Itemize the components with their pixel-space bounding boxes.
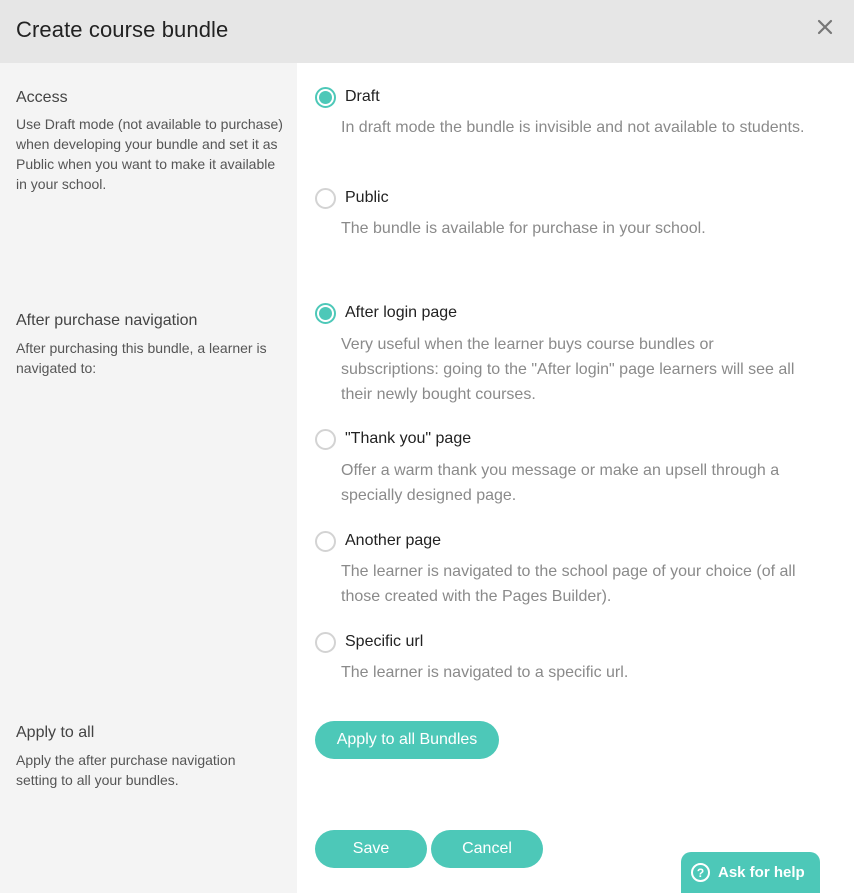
option-thank-you-label[interactable]: "Thank you" page bbox=[345, 430, 472, 447]
apply-all-section-description: Apply the after purchase navigation setting to all your bundles. bbox=[16, 752, 236, 788]
option-public-description: The bundle is available for purchase in your school. bbox=[341, 220, 706, 237]
cancel-button[interactable]: Cancel bbox=[431, 830, 543, 868]
modal-title: Create course bundle bbox=[16, 17, 229, 42]
apply-all-section-title: Apply to all bbox=[16, 724, 95, 741]
radio-public[interactable] bbox=[315, 188, 336, 209]
navigation-section-title: After purchase navigation bbox=[16, 312, 198, 329]
radio-specific-url[interactable] bbox=[315, 632, 336, 653]
option-public-label[interactable]: Public bbox=[345, 189, 389, 206]
option-specific-url-description: The learner is navigated to a specific url. bbox=[341, 664, 629, 681]
option-draft-label[interactable]: Draft bbox=[345, 88, 380, 105]
option-after-login-label[interactable]: After login page bbox=[345, 304, 458, 321]
apply-to-all-bundles-button[interactable]: Apply to all Bundles bbox=[315, 721, 499, 759]
option-draft-description: In draft mode the bundle is invisible and not available to students. bbox=[341, 119, 805, 136]
radio-draft[interactable] bbox=[315, 87, 336, 108]
option-after-login-description: Very useful when the learner buys course bundles or subscriptions: going to the "After login" page learners will see all their newly bought courses. bbox=[341, 336, 795, 403]
question-icon: ? bbox=[691, 863, 710, 882]
ask-for-help-button[interactable] bbox=[681, 852, 820, 893]
option-specific-url-label[interactable]: Specific url bbox=[345, 633, 424, 650]
modal-header bbox=[0, 0, 854, 63]
radio-another-page[interactable] bbox=[315, 531, 336, 552]
access-section-description: Use Draft mode (not available to purchase) when developing your bundle and set it as Public when you want to make it available in your school. bbox=[16, 116, 283, 192]
ask-for-help-label: Ask for help bbox=[718, 864, 805, 881]
option-another-page-label[interactable]: Another page bbox=[345, 532, 442, 549]
save-button[interactable]: Save bbox=[315, 830, 427, 868]
close-icon[interactable] bbox=[814, 16, 836, 38]
radio-thank-you[interactable] bbox=[315, 429, 336, 450]
navigation-section-description: After purchasing this bundle, a learner is navigated to: bbox=[16, 340, 267, 376]
radio-after-login[interactable] bbox=[315, 303, 336, 324]
option-thank-you-description: Offer a warm thank you message or make an upsell through a specially designed page. bbox=[341, 462, 780, 504]
option-another-page-description: The learner is navigated to the school page of your choice (of all those created with the Pages Builder). bbox=[341, 563, 796, 605]
access-section-title: Access bbox=[16, 89, 68, 106]
